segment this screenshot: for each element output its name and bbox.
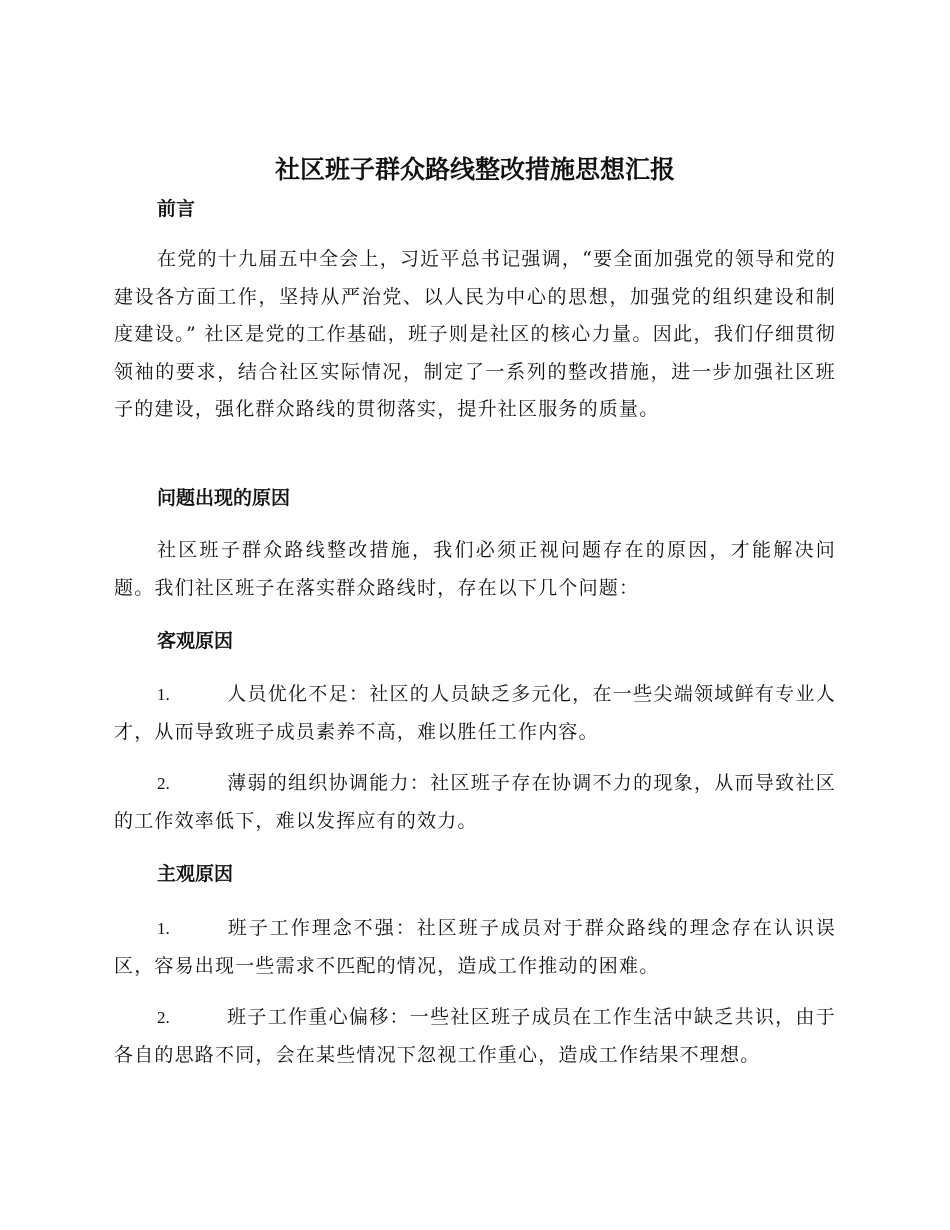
causes-paragraph: 社区班子群众路线整改措施，我们必须正视问题存在的原因，才能解决问题。我们社区班子在落实群众路线时，存在以下几个问题： (114, 539, 836, 599)
section-heading-subjective: 主观原因 (157, 863, 234, 885)
item-number: 1. (157, 919, 170, 938)
item-text: 薄弱的组织协调能力：社区班子存在协调不力的现象，从而导致社区的工作效率低下，难以发挥应有的效力。 (114, 772, 836, 832)
item-number: 2. (157, 774, 170, 793)
subjective-item-1 (114, 910, 836, 985)
item-text: 人员优化不足：社区的人员缺乏多元化，在一些尖端领域鲜有专业人才，从而导致班子成员素养不高，难以胜任工作内容。 (114, 683, 836, 743)
objective-item-2 (114, 765, 836, 840)
preface-paragraph: 在党的十九届五中全会上，习近平总书记强调，“要全面加强党的领导和党的建设各方面工作，坚持从严治党、以人民为中心的思想，加强党的组织建设和制度建设。” 社区是党的工作基础，班子则是社区的核心力量。因此，我们仔细贯彻领袖的要求，结合社区实际情况，制定了一系列的整改措施，进一步加强社区班子的建设，强化群众路线的贯彻落实，提升社区服务的质量。 (114, 248, 836, 420)
subjective-item-2 (114, 999, 836, 1074)
section-heading-causes: 问题出现的原因 (157, 487, 291, 509)
item-text: 班子工作理念不强：社区班子成员对于群众路线的理念存在认识误区，容易出现一些需求不匹配的情况，造成工作推动的困难。 (114, 917, 836, 977)
item-number: 1. (157, 685, 170, 704)
item-text: 班子工作重心偏移：一些社区班子成员在工作生活中缺乏共识，由于各自的思路不同，会在某些情况下忽视工作重心，造成工作结果不理想。 (114, 1006, 836, 1066)
document-title: 社区班子群众路线整改措施思想汇报 (274, 155, 675, 184)
item-number: 2. (157, 1008, 170, 1027)
section-heading-objective: 客观原因 (157, 630, 234, 652)
section-heading-preface: 前言 (157, 198, 196, 220)
objective-item-1 (114, 676, 836, 751)
